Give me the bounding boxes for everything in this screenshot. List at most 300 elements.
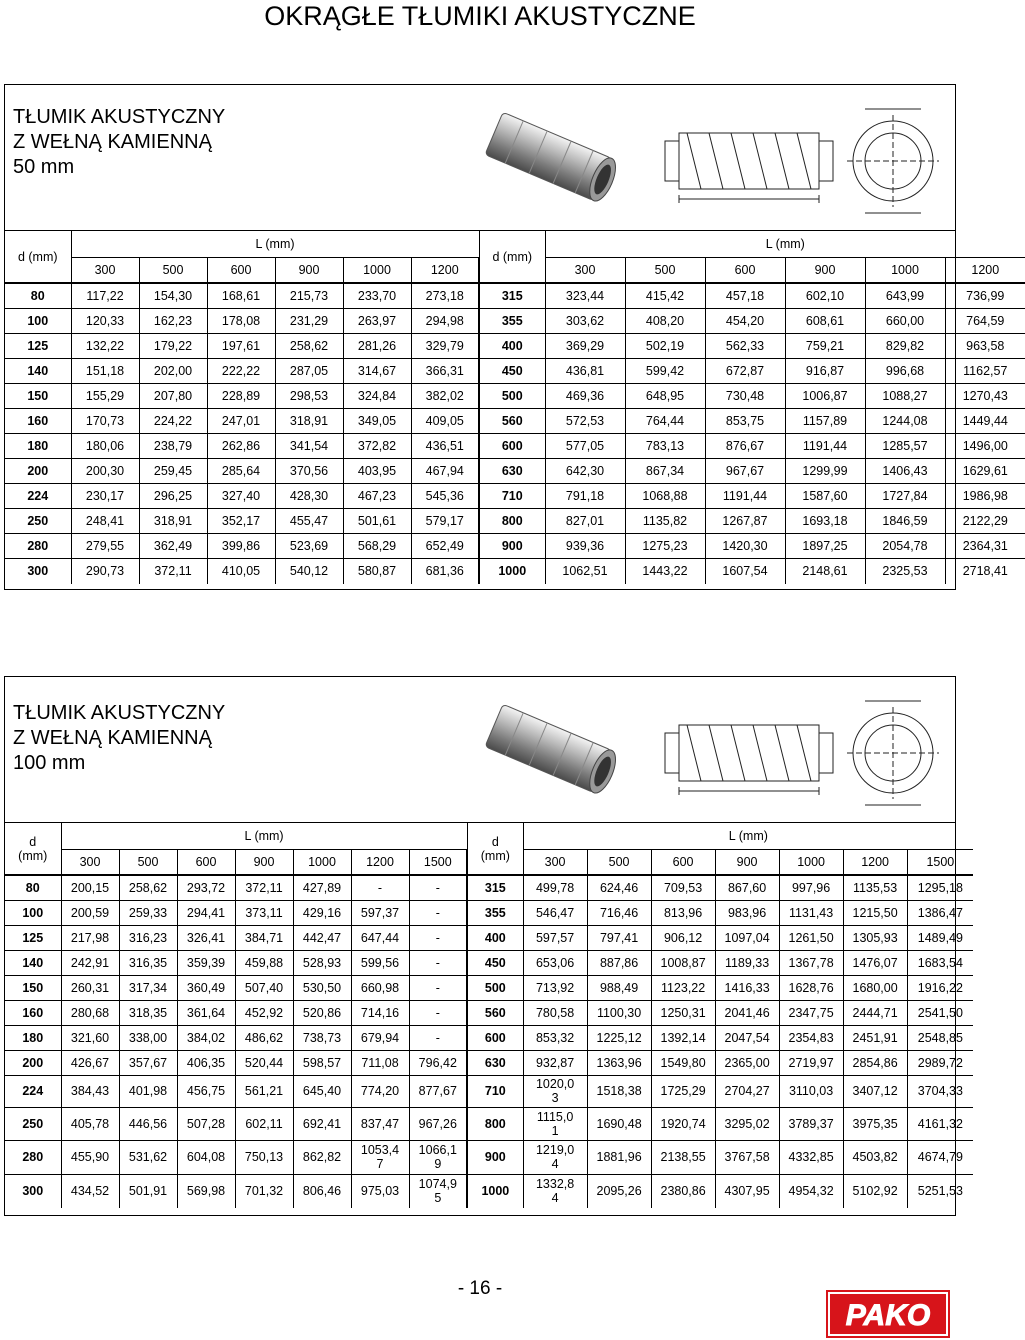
price-cell: 569,98 bbox=[177, 1174, 235, 1208]
price-cell: 434,52 bbox=[61, 1174, 119, 1208]
price-cell: 714,16 bbox=[351, 1000, 409, 1025]
price-cell: 2704,27 bbox=[715, 1075, 779, 1107]
diameter-cell: 355 bbox=[467, 900, 523, 925]
price-cell: 2148,61 bbox=[785, 558, 865, 584]
price-cell: 1295,18 bbox=[907, 875, 973, 900]
price-cell: 867,60 bbox=[715, 875, 779, 900]
diameter-cell: 630 bbox=[479, 458, 545, 483]
diameter-cell: 300 bbox=[5, 1174, 61, 1208]
price-cell: 2095,26 bbox=[587, 1174, 651, 1208]
price-cell: 1123,22 bbox=[651, 975, 715, 1000]
diameter-cell: 400 bbox=[479, 333, 545, 358]
price-cell: 1897,25 bbox=[785, 533, 865, 558]
price-cell: 1131,43 bbox=[779, 900, 843, 925]
price-cell: - bbox=[409, 875, 467, 900]
length-header: 1200 bbox=[843, 849, 907, 875]
price-cell: 1135,53 bbox=[843, 875, 907, 900]
price-cell: 1157,89 bbox=[785, 408, 865, 433]
table-row bbox=[5, 333, 1025, 358]
price-cell: 2548,85 bbox=[907, 1025, 973, 1050]
table-row bbox=[5, 283, 1025, 308]
price-cell: 1367,78 bbox=[779, 950, 843, 975]
price-cell: 1020,0 3 bbox=[523, 1075, 587, 1107]
price-cell: 362,49 bbox=[139, 533, 207, 558]
price-cell: 2364,31 bbox=[945, 533, 1025, 558]
section-title-line: 100 mm bbox=[13, 752, 86, 774]
price-cell: 179,22 bbox=[139, 333, 207, 358]
price-cell: 408,20 bbox=[625, 308, 705, 333]
price-cell: 4307,95 bbox=[715, 1174, 779, 1208]
price-cell: 303,62 bbox=[545, 308, 625, 333]
price-cell: 3975,35 bbox=[843, 1107, 907, 1140]
length-header: 500 bbox=[587, 849, 651, 875]
price-cell: 242,91 bbox=[61, 950, 119, 975]
price-cell: 572,53 bbox=[545, 408, 625, 433]
price-cell: 2365,00 bbox=[715, 1050, 779, 1075]
length-header: 900 bbox=[235, 849, 293, 875]
price-cell: 2122,29 bbox=[945, 508, 1025, 533]
diameter-cell: 280 bbox=[5, 1140, 61, 1174]
price-cell: 672,87 bbox=[705, 358, 785, 383]
price-cell: 1386,47 bbox=[907, 900, 973, 925]
price-cell: 750,13 bbox=[235, 1140, 293, 1174]
table-row bbox=[5, 1075, 973, 1107]
length-header: 900 bbox=[275, 257, 343, 283]
price-cell: 197,61 bbox=[207, 333, 275, 358]
price-cell: 215,73 bbox=[275, 283, 343, 308]
price-cell: 384,02 bbox=[177, 1025, 235, 1050]
price-cell: 598,57 bbox=[293, 1050, 351, 1075]
price-cell: 1068,88 bbox=[625, 483, 705, 508]
price-cell: 132,22 bbox=[71, 333, 139, 358]
price-cell: 1727,84 bbox=[865, 483, 945, 508]
price-cell: 222,22 bbox=[207, 358, 275, 383]
price-cell: 406,35 bbox=[177, 1050, 235, 1075]
table-row bbox=[5, 875, 973, 900]
price-cell: 1846,59 bbox=[865, 508, 945, 533]
price-cell: 373,11 bbox=[235, 900, 293, 925]
price-cell: - bbox=[351, 875, 409, 900]
price-cell: 530,50 bbox=[293, 975, 351, 1000]
price-cell: 540,12 bbox=[275, 558, 343, 584]
price-cell: 168,61 bbox=[207, 283, 275, 308]
price-cell: 2380,86 bbox=[651, 1174, 715, 1208]
price-cell: 577,05 bbox=[545, 433, 625, 458]
diameter-cell: 315 bbox=[467, 875, 523, 900]
price-cell: 967,67 bbox=[705, 458, 785, 483]
diameter-cell: 200 bbox=[5, 1050, 61, 1075]
price-cell: 3704,33 bbox=[907, 1075, 973, 1107]
diameter-cell: 100 bbox=[5, 308, 71, 333]
silencer-photo bbox=[479, 689, 625, 811]
diameter-cell: 280 bbox=[5, 533, 71, 558]
diameter-cell: 100 bbox=[5, 900, 61, 925]
length-header: 600 bbox=[207, 257, 275, 283]
price-cell: 384,43 bbox=[61, 1075, 119, 1107]
price-cell: 372,82 bbox=[343, 433, 411, 458]
price-cell: 360,49 bbox=[177, 975, 235, 1000]
length-header: 300 bbox=[545, 257, 625, 283]
price-cell: 645,40 bbox=[293, 1075, 351, 1107]
price-cell: 200,15 bbox=[61, 875, 119, 900]
table-row bbox=[5, 1174, 973, 1208]
price-cell: 520,86 bbox=[293, 1000, 351, 1025]
price-cell: 507,28 bbox=[177, 1107, 235, 1140]
price-cell: 260,31 bbox=[61, 975, 119, 1000]
price-cell: 643,99 bbox=[865, 283, 945, 308]
price-cell: 296,25 bbox=[139, 483, 207, 508]
price-table-body bbox=[5, 283, 1025, 584]
price-cell: 207,80 bbox=[139, 383, 207, 408]
price-cell: 469,36 bbox=[545, 383, 625, 408]
price-cell: 446,56 bbox=[119, 1107, 177, 1140]
price-cell: 1496,00 bbox=[945, 433, 1025, 458]
table-row bbox=[5, 1000, 973, 1025]
price-cell: 1406,43 bbox=[865, 458, 945, 483]
price-cell: 4954,32 bbox=[779, 1174, 843, 1208]
price-cell: 4161,32 bbox=[907, 1107, 973, 1140]
diameter-cell: 160 bbox=[5, 1000, 61, 1025]
price-cell: 120,33 bbox=[71, 308, 139, 333]
price-cell: 429,16 bbox=[293, 900, 351, 925]
price-cell: 442,47 bbox=[293, 925, 351, 950]
price-cell: 200,30 bbox=[71, 458, 139, 483]
diameter-cell: 500 bbox=[467, 975, 523, 1000]
price-cell: 1607,54 bbox=[705, 558, 785, 584]
table-row bbox=[5, 1107, 973, 1140]
price-cell: 1518,38 bbox=[587, 1075, 651, 1107]
price-cell: 338,00 bbox=[119, 1025, 177, 1050]
d-header-unit: (mm) bbox=[18, 848, 48, 863]
price-cell: 797,41 bbox=[587, 925, 651, 950]
price-cell: 604,08 bbox=[177, 1140, 235, 1174]
price-cell: 531,62 bbox=[119, 1140, 177, 1174]
price-cell: - bbox=[409, 1000, 467, 1025]
diameter-cell: 250 bbox=[5, 508, 71, 533]
price-cell: 967,26 bbox=[409, 1107, 467, 1140]
price-cell: 796,42 bbox=[409, 1050, 467, 1075]
price-cell: 1250,31 bbox=[651, 1000, 715, 1025]
price-cell: 455,47 bbox=[275, 508, 343, 533]
price-cell: 1219,0 4 bbox=[523, 1140, 587, 1174]
price-cell: 1628,76 bbox=[779, 975, 843, 1000]
price-cell: 713,92 bbox=[523, 975, 587, 1000]
price-cell: 983,96 bbox=[715, 900, 779, 925]
price-cell: 520,44 bbox=[235, 1050, 293, 1075]
price-cell: 436,51 bbox=[411, 433, 479, 458]
price-cell: 738,73 bbox=[293, 1025, 351, 1050]
diameter-cell: 600 bbox=[479, 433, 545, 458]
price-cell: 1363,96 bbox=[587, 1050, 651, 1075]
price-cell: 647,44 bbox=[351, 925, 409, 950]
price-cell: 467,23 bbox=[343, 483, 411, 508]
price-cell: 1189,33 bbox=[715, 950, 779, 975]
price-cell: 1135,82 bbox=[625, 508, 705, 533]
length-header: 1500 bbox=[409, 849, 467, 875]
price-cell: 151,18 bbox=[71, 358, 139, 383]
length-header: 1200 bbox=[351, 849, 409, 875]
diameter-cell: 500 bbox=[479, 383, 545, 408]
price-cell: 361,64 bbox=[177, 1000, 235, 1025]
price-cell: 602,10 bbox=[785, 283, 865, 308]
diameter-cell: 140 bbox=[5, 358, 71, 383]
price-cell: 827,01 bbox=[545, 508, 625, 533]
length-header: 1200 bbox=[945, 257, 1025, 283]
price-cell: 759,21 bbox=[785, 333, 865, 358]
diameter-cell: 250 bbox=[5, 1107, 61, 1140]
table-row bbox=[5, 900, 973, 925]
price-cell: 1549,80 bbox=[651, 1050, 715, 1075]
price-cell: 258,62 bbox=[275, 333, 343, 358]
price-cell: 701,32 bbox=[235, 1174, 293, 1208]
price-cell: 1074,9 5 bbox=[409, 1174, 467, 1208]
price-cell: 1443,22 bbox=[625, 558, 705, 584]
table-row bbox=[5, 508, 1025, 533]
price-cell: 3110,03 bbox=[779, 1075, 843, 1107]
price-cell: 262,86 bbox=[207, 433, 275, 458]
price-cell: 568,29 bbox=[343, 533, 411, 558]
price-cell: 1449,44 bbox=[945, 408, 1025, 433]
price-cell: 202,00 bbox=[139, 358, 207, 383]
price-cell: 1489,49 bbox=[907, 925, 973, 950]
price-cell: 287,05 bbox=[275, 358, 343, 383]
diameter-cell: 140 bbox=[5, 950, 61, 975]
d-header: d (mm) bbox=[479, 231, 545, 283]
diameter-cell: 560 bbox=[467, 1000, 523, 1025]
price-cell: 988,49 bbox=[587, 975, 651, 1000]
section-header bbox=[5, 677, 955, 823]
table-row bbox=[5, 975, 973, 1000]
table-row bbox=[5, 458, 1025, 483]
price-cell: 2325,53 bbox=[865, 558, 945, 584]
length-header: 1000 bbox=[343, 257, 411, 283]
price-cell: 597,57 bbox=[523, 925, 587, 950]
price-cell: 3767,58 bbox=[715, 1140, 779, 1174]
table-row bbox=[5, 925, 973, 950]
price-cell: 2347,75 bbox=[779, 1000, 843, 1025]
diameter-cell: 315 bbox=[479, 283, 545, 308]
diameter-cell: 1000 bbox=[467, 1174, 523, 1208]
price-cell: 764,59 bbox=[945, 308, 1025, 333]
pako-logo bbox=[827, 1291, 949, 1337]
price-cell: 783,13 bbox=[625, 433, 705, 458]
price-cell: - bbox=[409, 925, 467, 950]
price-cell: 486,62 bbox=[235, 1025, 293, 1050]
price-cell: 457,18 bbox=[705, 283, 785, 308]
price-cell: 2041,46 bbox=[715, 1000, 779, 1025]
price-cell: 806,46 bbox=[293, 1174, 351, 1208]
price-cell: 660,98 bbox=[351, 975, 409, 1000]
price-cell: 456,75 bbox=[177, 1075, 235, 1107]
price-cell: 660,00 bbox=[865, 308, 945, 333]
price-cell: 259,33 bbox=[119, 900, 177, 925]
price-cell: 455,90 bbox=[61, 1140, 119, 1174]
length-header: 1000 bbox=[779, 849, 843, 875]
diameter-cell: 710 bbox=[467, 1075, 523, 1107]
diameter-cell: 180 bbox=[5, 1025, 61, 1050]
price-cell: 5102,92 bbox=[843, 1174, 907, 1208]
price-cell: 1261,50 bbox=[779, 925, 843, 950]
price-cell: 1267,87 bbox=[705, 508, 785, 533]
price-cell: 294,98 bbox=[411, 308, 479, 333]
diameter-cell: 80 bbox=[5, 283, 71, 308]
price-cell: 862,82 bbox=[293, 1140, 351, 1174]
page-number: - 16 - bbox=[457, 1278, 503, 1299]
price-cell: 382,02 bbox=[411, 383, 479, 408]
table-row bbox=[5, 1025, 973, 1050]
price-cell: 341,54 bbox=[275, 433, 343, 458]
price-cell: 329,79 bbox=[411, 333, 479, 358]
price-cell: 2444,71 bbox=[843, 1000, 907, 1025]
price-cell: 314,67 bbox=[343, 358, 411, 383]
price-cell: 1392,14 bbox=[651, 1025, 715, 1050]
table-row bbox=[5, 533, 1025, 558]
diameter-cell: 1000 bbox=[479, 558, 545, 584]
silencer-50mm-section bbox=[4, 84, 1008, 590]
silencer-photo bbox=[479, 97, 625, 219]
price-cell: 200,59 bbox=[61, 900, 119, 925]
logo-wordmark: PAKO bbox=[845, 1299, 931, 1332]
price-cell: 507,40 bbox=[235, 975, 293, 1000]
diameter-cell: 560 bbox=[479, 408, 545, 433]
price-cell: 597,37 bbox=[351, 900, 409, 925]
price-cell: 1100,30 bbox=[587, 1000, 651, 1025]
price-cell: - bbox=[409, 950, 467, 975]
section-header bbox=[5, 85, 955, 231]
diameter-cell: 180 bbox=[5, 433, 71, 458]
l-header: L (mm) bbox=[61, 823, 467, 849]
section-title bbox=[13, 105, 225, 180]
price-cell: 233,70 bbox=[343, 283, 411, 308]
price-cell: 1088,27 bbox=[865, 383, 945, 408]
price-cell: 323,44 bbox=[545, 283, 625, 308]
price-cell: 5251,53 bbox=[917, 1184, 963, 1199]
price-cell: 372,11 bbox=[139, 558, 207, 584]
table-row bbox=[5, 483, 1025, 508]
price-cell: 366,31 bbox=[411, 358, 479, 383]
technical-drawing bbox=[657, 687, 947, 813]
price-cell: 318,91 bbox=[139, 508, 207, 533]
price-cell: 774,20 bbox=[351, 1075, 409, 1107]
price-cell: 711,08 bbox=[351, 1050, 409, 1075]
silencer-100mm-section bbox=[4, 676, 963, 1216]
length-header: 500 bbox=[139, 257, 207, 283]
section-title bbox=[13, 701, 225, 776]
length-header: 600 bbox=[651, 849, 715, 875]
price-cell: 259,45 bbox=[139, 458, 207, 483]
price-cell: 2719,97 bbox=[779, 1050, 843, 1075]
price-cell: 932,87 bbox=[523, 1050, 587, 1075]
length-header: 300 bbox=[71, 257, 139, 283]
price-cell: 4674,79 bbox=[907, 1140, 973, 1174]
price-cell: 642,30 bbox=[545, 458, 625, 483]
diameter-cell: 150 bbox=[5, 383, 71, 408]
price-cell: 357,67 bbox=[119, 1050, 177, 1075]
price-cell: 427,89 bbox=[293, 875, 351, 900]
diameter-cell: 160 bbox=[5, 408, 71, 433]
price-cell: 1215,50 bbox=[843, 900, 907, 925]
diameter-cell: 900 bbox=[479, 533, 545, 558]
price-cell: 349,05 bbox=[343, 408, 411, 433]
section-title-line: 50 mm bbox=[13, 156, 75, 178]
price-cell: 452,92 bbox=[235, 1000, 293, 1025]
price-table-body bbox=[5, 875, 973, 1208]
price-cell: 523,69 bbox=[275, 533, 343, 558]
price-cell: 837,47 bbox=[351, 1107, 409, 1140]
table-row bbox=[5, 408, 1025, 433]
price-cell: 1008,87 bbox=[651, 950, 715, 975]
price-cell: 2854,86 bbox=[843, 1050, 907, 1075]
price-table-100mm bbox=[5, 823, 973, 1208]
d-header-unit: (mm) bbox=[480, 848, 510, 863]
price-cell: 502,19 bbox=[625, 333, 705, 358]
diameter-cell: 125 bbox=[5, 925, 61, 950]
price-cell: 228,89 bbox=[207, 383, 275, 408]
price-cell: 1191,44 bbox=[705, 483, 785, 508]
price-cell: 1416,33 bbox=[715, 975, 779, 1000]
price-cell: 1062,51 bbox=[545, 558, 625, 584]
price-cell: 403,95 bbox=[343, 458, 411, 483]
diameter-cell: 355 bbox=[479, 308, 545, 333]
diameter-cell: 200 bbox=[5, 458, 71, 483]
table-row bbox=[5, 358, 1025, 383]
price-cell: 2138,55 bbox=[651, 1140, 715, 1174]
price-cell: 1683,54 bbox=[907, 950, 973, 975]
price-cell: 217,98 bbox=[61, 925, 119, 950]
price-cell: 294,41 bbox=[177, 900, 235, 925]
price-cell: 997,96 bbox=[779, 875, 843, 900]
l-header: L (mm) bbox=[523, 823, 973, 849]
price-cell: 608,61 bbox=[785, 308, 865, 333]
price-cell: 372,11 bbox=[235, 875, 293, 900]
price-cell: 528,93 bbox=[293, 950, 351, 975]
price-cell: 263,97 bbox=[343, 308, 411, 333]
price-cell: 321,60 bbox=[61, 1025, 119, 1050]
price-cell: 231,29 bbox=[275, 308, 343, 333]
price-cell: 1690,48 bbox=[587, 1107, 651, 1140]
table-row bbox=[5, 1140, 973, 1174]
price-cell: 562,33 bbox=[705, 333, 785, 358]
price-cell: 876,67 bbox=[705, 433, 785, 458]
price-cell: - bbox=[409, 1025, 467, 1050]
price-cell: 326,41 bbox=[177, 925, 235, 950]
price-cell: 2541,50 bbox=[907, 1000, 973, 1025]
length-header: 1000 bbox=[865, 257, 945, 283]
price-cell: 867,34 bbox=[625, 458, 705, 483]
price-cell: 2989,72 bbox=[907, 1050, 973, 1075]
price-cell: 1191,44 bbox=[785, 433, 865, 458]
price-cell: 1285,57 bbox=[865, 433, 945, 458]
length-header: 300 bbox=[61, 849, 119, 875]
price-cell: 579,17 bbox=[411, 508, 479, 533]
price-cell: 916,87 bbox=[785, 358, 865, 383]
price-cell: 2451,91 bbox=[843, 1025, 907, 1050]
price-cell: 154,30 bbox=[139, 283, 207, 308]
price-cell: 3295,02 bbox=[715, 1107, 779, 1140]
price-cell: 877,67 bbox=[409, 1075, 467, 1107]
length-header: 1000 bbox=[293, 849, 351, 875]
price-cell: - bbox=[409, 975, 467, 1000]
price-cell: 1305,93 bbox=[843, 925, 907, 950]
price-cell: 1476,07 bbox=[843, 950, 907, 975]
price-cell: - bbox=[409, 900, 467, 925]
price-cell: 436,81 bbox=[545, 358, 625, 383]
price-cell: 155,29 bbox=[71, 383, 139, 408]
price-cell: 1275,23 bbox=[625, 533, 705, 558]
diameter-cell: 450 bbox=[479, 358, 545, 383]
page-title: OKRĄGŁE TŁUMIKI AKUSTYCZNE bbox=[264, 1, 696, 31]
price-cell: 730,48 bbox=[705, 383, 785, 408]
